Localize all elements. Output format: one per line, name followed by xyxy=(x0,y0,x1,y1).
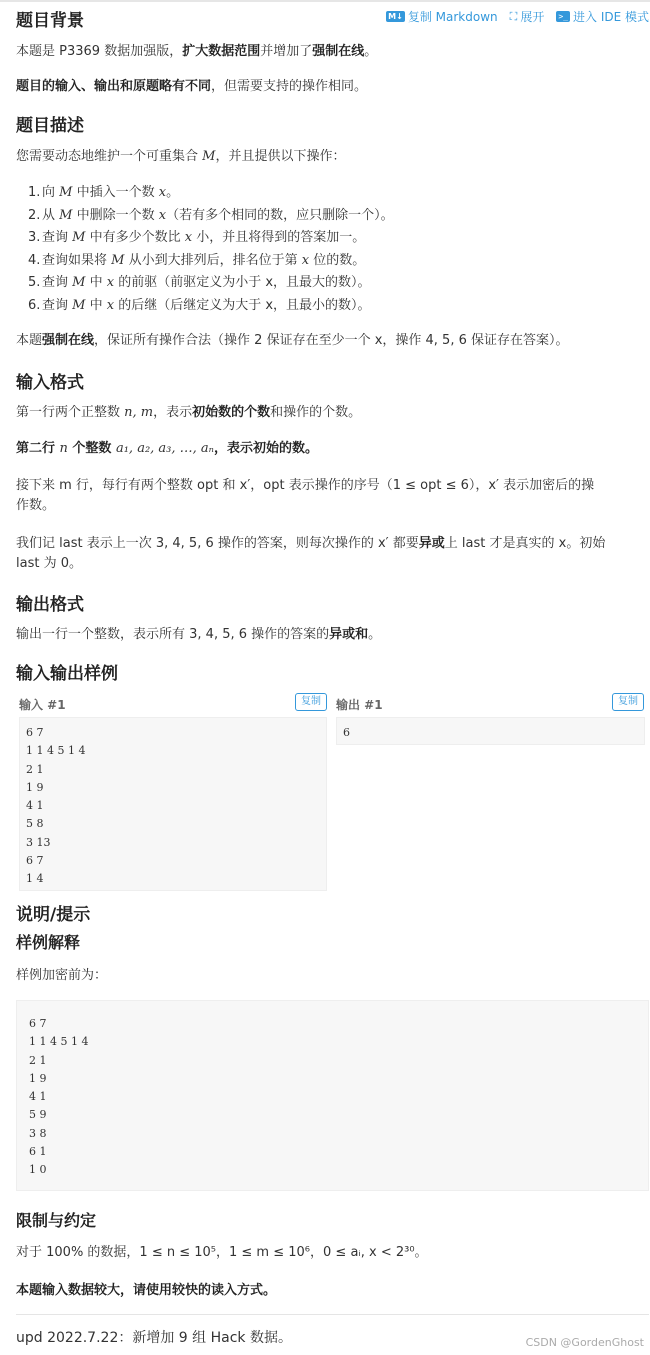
operations-list xyxy=(16,182,394,317)
background-para-1: 本题是 P3369 数据加强版，扩大数据范围并增加了强制在线。 xyxy=(16,44,378,59)
code-line: 5 8 xyxy=(26,817,44,831)
constraints-title: 限制与约定 xyxy=(16,1211,97,1230)
operation-item: 2. 从 M 中删除一个数 x（若有多个相同的数，应只删除一个）。 xyxy=(28,207,394,223)
expand-icon: ⛶ xyxy=(509,9,518,23)
terminal-icon: >_ xyxy=(558,12,568,21)
code-line: 1 0 xyxy=(29,1163,47,1177)
hint-intro: 样例加密前为： xyxy=(16,968,108,983)
ide-mode-button[interactable] xyxy=(556,8,649,25)
operation-item: 1. 向 M 中插入一个数 x。 xyxy=(28,185,180,200)
constraints-line-2: 本题输入数据较大，请使用较快的读入方式。 xyxy=(16,1283,277,1298)
input-format-line-2: 第二行 n 个整数 a₁, a₂, a₃, …, aₙ，表示初始的数。 xyxy=(16,441,318,456)
code-line: 1 9 xyxy=(29,1071,47,1085)
copy-input-button[interactable]: 复制 xyxy=(295,693,327,711)
code-line: 6 7 xyxy=(29,1017,47,1030)
ide-mode-label: 进入 IDE 模式 xyxy=(573,10,649,24)
hint-code-block[interactable] xyxy=(16,1000,649,1191)
background-title: 题目背景 xyxy=(16,11,84,31)
constraints-line-1: 对于 100% 的数据，1 ≤ n ≤ 10⁵，1 ≤ m ≤ 10⁶，0 ≤ aᵢ, x < 2³⁰。 xyxy=(16,1245,428,1260)
code-line: 6 7 xyxy=(26,854,44,868)
top-border xyxy=(0,0,650,2)
output-format-line-1: 输出一行一个整数，表示所有 3, 4, 5, 6 操作的答案的异或和。 xyxy=(16,627,382,642)
samples-title: 输入输出样例 xyxy=(16,664,118,684)
problem-toolbar xyxy=(386,8,649,25)
operation-item: 3. 查询 M 中有多少个数比 x 小，并且将得到的答案加一。 xyxy=(28,230,366,245)
description-title: 题目描述 xyxy=(16,116,84,136)
expand-button[interactable] xyxy=(510,8,545,25)
copy-markdown-button[interactable] xyxy=(386,8,497,25)
code-line: 2 1 xyxy=(26,762,44,776)
update-note: upd 2022.7.22：新增加 9 组 Hack 数据。 xyxy=(16,1330,292,1346)
sample-input-box[interactable] xyxy=(19,717,327,891)
sample-input-label: 输入 #1 xyxy=(19,698,66,712)
copy-markdown-label: 复制 Markdown xyxy=(407,10,498,24)
expand-label: 展开 xyxy=(520,10,545,24)
copy-output-button[interactable]: 复制 xyxy=(612,693,644,711)
input-format-line-4: 我们记 last 表示上一次 3, 4, 5, 6 操作的答案，则每次操作的 x′ 都要异或上 last 才是真实的 x。初始 last 为 0。 xyxy=(16,536,606,571)
csdn-watermark: CSDN @GordenGhost xyxy=(525,1336,644,1349)
background-para-2: 题目的输入、输出和原题略有不同，但需要支持的操作相同。 xyxy=(16,79,368,94)
input-format-title: 输入格式 xyxy=(16,373,84,393)
code-line: 6 1 xyxy=(29,1145,47,1159)
operation-item: 4. 查询如果将 M 从小到大排列后，排名位于第 x 位的数。 xyxy=(28,252,366,268)
code-line: 2 1 xyxy=(29,1053,47,1067)
description-intro: 您需要动态地维护一个可重集合 M，并且提供以下操作： xyxy=(16,149,346,164)
input-format-line-3: 接下来 m 行，每行有两个整数 opt 和 x′，opt 表示操作的序号（1 ≤ opt ≤ 6），x′ 表示加密后的操 作数。 xyxy=(16,478,595,513)
hint-title: 说明/提示 xyxy=(16,905,91,925)
code-line: 1 1 4 5 1 4 xyxy=(26,744,86,758)
operation-item: 5. 查询 M 中 x 的前驱（前驱定义为小于 x，且最大的数）。 xyxy=(28,275,371,290)
input-format-line-1: 第一行两个正整数 n, m，表示初始数的个数和操作的个数。 xyxy=(16,405,362,420)
code-line: 4 1 xyxy=(29,1090,47,1104)
code-line: 1 1 4 5 1 4 xyxy=(29,1035,89,1049)
code-line: 1 4 xyxy=(26,872,44,886)
code-line: 6 xyxy=(343,726,350,739)
online-note: 本题强制在线，保证所有操作合法（操作 2 保证存在至少一个 x，操作 4, 5, 6 保证存在答案）。 xyxy=(16,333,569,348)
code-line: 5 9 xyxy=(29,1108,47,1122)
code-line: 1 9 xyxy=(26,780,44,794)
operation-item: 6. 查询 M 中 x 的后继（后继定义为大于 x，且最小的数）。 xyxy=(28,297,371,313)
code-line: 4 1 xyxy=(26,799,44,813)
code-line: 6 7 xyxy=(26,726,44,739)
output-format-title: 输出格式 xyxy=(16,595,84,615)
markdown-icon: M↓ xyxy=(388,12,403,21)
section-divider xyxy=(16,1314,649,1315)
hint-subtitle: 样例解释 xyxy=(16,933,81,952)
sample-output-box[interactable] xyxy=(336,717,645,745)
code-line: 3 13 xyxy=(26,835,51,849)
code-line: 3 8 xyxy=(29,1126,47,1140)
sample-output-label: 输出 #1 xyxy=(336,698,383,712)
